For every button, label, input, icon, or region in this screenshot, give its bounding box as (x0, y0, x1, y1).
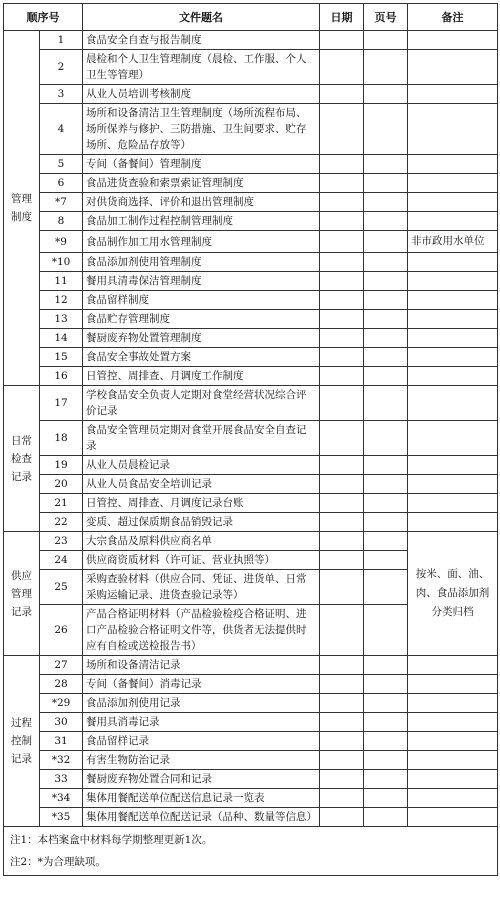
page-cell (364, 713, 408, 732)
file-title: 食品留样制度 (83, 291, 320, 310)
date-cell (320, 605, 364, 656)
sequence-number: 12 (40, 291, 83, 310)
file-title: 变质、超过保质期食品销毁记录 (83, 513, 320, 532)
page-cell (364, 348, 408, 367)
page-cell (364, 656, 408, 675)
page-cell (364, 770, 408, 789)
table-row (4, 808, 498, 827)
remark-cell (408, 85, 498, 104)
page-cell (364, 605, 408, 656)
category-label: 供应 管理 记录 (4, 532, 40, 656)
remark-cell (408, 421, 498, 456)
sequence-number: 6 (40, 174, 83, 193)
date-cell (320, 291, 364, 310)
file-title: 食品贮存管理制度 (83, 310, 320, 329)
page-cell (364, 808, 408, 827)
sequence-number: 23 (40, 532, 83, 551)
remark-cell (408, 253, 498, 272)
date-cell (320, 174, 364, 193)
table-row (4, 155, 498, 174)
table-row (4, 174, 498, 193)
remark-cell (408, 475, 498, 494)
remark-cell: 非市政用水单位 (408, 231, 498, 253)
page-cell (364, 212, 408, 231)
date-cell (320, 475, 364, 494)
file-title: 食品添加剂使用记录 (83, 694, 320, 713)
file-title: 餐厨废弃物处置管理制度 (83, 329, 320, 348)
page-cell (364, 193, 408, 212)
file-title: 食品进货查验和索票索证管理制度 (83, 174, 320, 193)
category-label: 日常 检查 记录 (4, 386, 40, 532)
page-cell (364, 789, 408, 808)
table-row (4, 532, 498, 551)
remark-cell (408, 329, 498, 348)
date-cell (320, 310, 364, 329)
date-cell (320, 456, 364, 475)
page-cell (364, 421, 408, 456)
sequence-number: *29 (40, 694, 83, 713)
table-row (4, 713, 498, 732)
page-cell (364, 174, 408, 193)
page-cell (364, 513, 408, 532)
page-cell (364, 50, 408, 85)
remark-cell (408, 656, 498, 675)
page-cell (364, 675, 408, 694)
sequence-number: 5 (40, 155, 83, 174)
file-title: 专间（备餐间）管理制度 (83, 155, 320, 174)
sequence-number: 25 (40, 570, 83, 605)
file-title: 学校食品安全负责人定期对食堂经营状况综合评价记录 (83, 386, 320, 421)
sequence-number: 33 (40, 770, 83, 789)
sequence-number: 18 (40, 421, 83, 456)
page-cell (364, 104, 408, 155)
file-title: 产品合格证明材料（产品检验检疫合格证明、进口产品检验合格证明文件等，供货者无法提供时应有自检或送检报告书） (83, 605, 320, 656)
sequence-number: 17 (40, 386, 83, 421)
sequence-number: 13 (40, 310, 83, 329)
sequence-number: *32 (40, 751, 83, 770)
table-row (4, 456, 498, 475)
sequence-number: 19 (40, 456, 83, 475)
table-row (4, 732, 498, 751)
page-cell (364, 253, 408, 272)
file-title: 食品安全自查与报告制度 (83, 31, 320, 50)
page-cell (364, 272, 408, 291)
table-row (4, 291, 498, 310)
date-cell (320, 675, 364, 694)
table-row (4, 751, 498, 770)
sequence-number: 22 (40, 513, 83, 532)
remark-cell (408, 50, 498, 85)
date-cell (320, 155, 364, 174)
date-cell (320, 31, 364, 50)
page-cell (364, 31, 408, 50)
sequence-number: 20 (40, 475, 83, 494)
sequence-number: 4 (40, 104, 83, 155)
remark-cell (408, 31, 498, 50)
sequence-number: 31 (40, 732, 83, 751)
file-title: 日管控、周排查、月调度记录台账 (83, 494, 320, 513)
page-cell (364, 291, 408, 310)
remark-cell (408, 808, 498, 827)
page-cell (364, 532, 408, 551)
category-label: 过程 控制 记录 (4, 656, 40, 827)
footnote-2: 注2：*为合理缺项。 (10, 856, 106, 868)
header-page: 页号 (364, 4, 408, 31)
file-title: 从业人员培训考核制度 (83, 85, 320, 104)
remark-cell (408, 367, 498, 386)
file-title: 对供货商选择、评价和退出管理制度 (83, 193, 320, 212)
table-row (4, 367, 498, 386)
table-row (4, 675, 498, 694)
remark-cell (408, 456, 498, 475)
file-title: 食品留样记录 (83, 732, 320, 751)
date-cell (320, 421, 364, 456)
remark-cell (408, 193, 498, 212)
file-title: 集体用餐配送单位配送记录（品种、数量等信息） (83, 808, 320, 827)
remark-cell (408, 348, 498, 367)
date-cell (320, 85, 364, 104)
table-row (4, 694, 498, 713)
file-title: 从业人员食品安全培训记录 (83, 475, 320, 494)
table-row (4, 475, 498, 494)
header-row (4, 4, 498, 31)
sequence-number: 30 (40, 713, 83, 732)
remark-cell (408, 494, 498, 513)
date-cell (320, 253, 364, 272)
page-cell (364, 551, 408, 570)
date-cell (320, 272, 364, 291)
sequence-number: 26 (40, 605, 83, 656)
remark-cell (408, 789, 498, 808)
page-cell (364, 456, 408, 475)
table-row (4, 348, 498, 367)
file-title: 食品安全管理员定期对食堂开展食品安全自查记录 (83, 421, 320, 456)
page-cell (364, 694, 408, 713)
table-row (4, 272, 498, 291)
sequence-number: 27 (40, 656, 83, 675)
table-row (4, 386, 498, 421)
header-date: 日期 (320, 4, 364, 31)
date-cell (320, 656, 364, 675)
sequence-number: *7 (40, 193, 83, 212)
table-row (4, 421, 498, 456)
date-cell (320, 212, 364, 231)
remark-cell (408, 212, 498, 231)
date-cell (320, 386, 364, 421)
sequence-number: 1 (40, 31, 83, 50)
date-cell (320, 532, 364, 551)
remark-cell (408, 104, 498, 155)
page-cell (364, 310, 408, 329)
file-title: 场所和设备清洁卫生管理制度（场所流程布局、场所保养与修护、三防措施、卫生间要求、贮存场所、危险品存放等） (83, 104, 320, 155)
page-cell (364, 367, 408, 386)
table-row (4, 231, 498, 253)
file-title: 食品制作加工用水管理制度 (83, 231, 320, 253)
page-cell (364, 231, 408, 253)
sequence-number: *34 (40, 789, 83, 808)
header-sequence: 顺序号 (4, 4, 83, 31)
table-row (4, 253, 498, 272)
table-row (4, 310, 498, 329)
category-label: 管理 制度 (4, 31, 40, 386)
file-title: 供应商资质材料（许可证、营业执照等） (83, 551, 320, 570)
date-cell (320, 513, 364, 532)
file-title: 食品安全事故处置方案 (83, 348, 320, 367)
sequence-number: 8 (40, 212, 83, 231)
file-title: 大宗食品及原料供应商名单 (83, 532, 320, 551)
remark-cell (408, 751, 498, 770)
date-cell (320, 770, 364, 789)
table-row (4, 31, 498, 50)
date-cell (320, 808, 364, 827)
date-cell (320, 329, 364, 348)
sequence-number: 3 (40, 85, 83, 104)
page-cell (364, 155, 408, 174)
table-row (4, 104, 498, 155)
date-cell (320, 789, 364, 808)
header-remark: 备注 (408, 4, 498, 31)
date-cell (320, 193, 364, 212)
footnote-1: 注1：本档案盒中材料每学期整理更新1次。 (10, 834, 213, 846)
remark-cell (408, 386, 498, 421)
sequence-number: 15 (40, 348, 83, 367)
page-cell (364, 85, 408, 104)
remark-cell (408, 310, 498, 329)
date-cell (320, 367, 364, 386)
sequence-number: *10 (40, 253, 83, 272)
sequence-number: *35 (40, 808, 83, 827)
remark-cell (408, 770, 498, 789)
remark-cell (408, 272, 498, 291)
remark-cell (408, 513, 498, 532)
sequence-number: 24 (40, 551, 83, 570)
date-cell (320, 551, 364, 570)
date-cell (320, 231, 364, 253)
table-row (4, 212, 498, 231)
sequence-number: *9 (40, 231, 83, 253)
table-row (4, 50, 498, 85)
sequence-number: 21 (40, 494, 83, 513)
header-file-title: 文件题名 (83, 4, 320, 31)
file-title: 晨检和个人卫生管理制度（晨检、工作服、个人卫生等管理） (83, 50, 320, 85)
date-cell (320, 570, 364, 605)
date-cell (320, 751, 364, 770)
file-title: 采购查验材料（供应合同、凭证、进货单、日常采购运输记录、进货查验记录等） (83, 570, 320, 605)
footnotes (4, 827, 498, 876)
table-row (4, 329, 498, 348)
date-cell (320, 348, 364, 367)
sequence-number: 2 (40, 50, 83, 85)
file-title: 专间（备餐间）消毒记录 (83, 675, 320, 694)
date-cell (320, 694, 364, 713)
remark-cell (408, 675, 498, 694)
table-row (4, 656, 498, 675)
note-row (4, 827, 498, 876)
file-title: 从业人员晨检记录 (83, 456, 320, 475)
sequence-number: 28 (40, 675, 83, 694)
table-row (4, 494, 498, 513)
table-row (4, 85, 498, 104)
file-title: 场所和设备清洁记录 (83, 656, 320, 675)
page-cell (364, 570, 408, 605)
page-cell (364, 475, 408, 494)
page-cell (364, 751, 408, 770)
sequence-number: 16 (40, 367, 83, 386)
table-row (4, 193, 498, 212)
page-cell (364, 732, 408, 751)
date-cell (320, 732, 364, 751)
remark-cell (408, 174, 498, 193)
page-cell (364, 329, 408, 348)
date-cell (320, 713, 364, 732)
file-title: 餐厨废弃物处置合同和记录 (83, 770, 320, 789)
file-title: 餐用具消毒记录 (83, 713, 320, 732)
table-row (4, 513, 498, 532)
remark-cell (408, 694, 498, 713)
page-cell (364, 386, 408, 421)
date-cell (320, 104, 364, 155)
date-cell (320, 494, 364, 513)
file-title: 餐用具清毒保洁管理制度 (83, 272, 320, 291)
table-row (4, 770, 498, 789)
archive-file-index-table (3, 3, 498, 876)
date-cell (320, 50, 364, 85)
sequence-number: 14 (40, 329, 83, 348)
file-title: 集体用餐配送单位配送信息记录一览表 (83, 789, 320, 808)
table-row (4, 789, 498, 808)
file-title: 有害生物防治记录 (83, 751, 320, 770)
remark-cell (408, 732, 498, 751)
remark-cell (408, 291, 498, 310)
remark-cell (408, 155, 498, 174)
file-title: 日管控、周排查、月调度工作制度 (83, 367, 320, 386)
file-title: 食品加工制作过程控制管理制度 (83, 212, 320, 231)
page-cell (364, 494, 408, 513)
remark-cell (408, 713, 498, 732)
file-title: 食品添加剂使用管理制度 (83, 253, 320, 272)
remark-cell: 按米、面、油、肉、食品添加剂分类归档 (408, 532, 498, 656)
sequence-number: 11 (40, 272, 83, 291)
